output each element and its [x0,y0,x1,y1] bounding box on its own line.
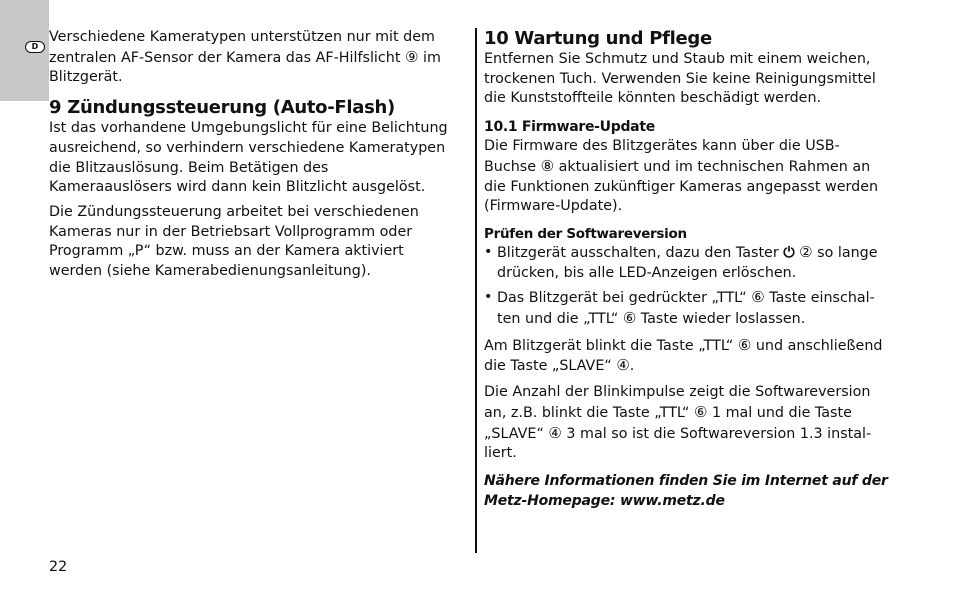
firmware-update-para: Die Firmware des Blitzgerätes kann über die USB- Buchse ⑧ aktualisiert und im technischen Rahmen an die Funktionen zukünftiger Kameras angepasst werden (Firmware-Update). [484,138,879,215]
circled-6-ref: ⑥ [622,309,637,328]
check-software-heading: Prüfen der Softwareversion [484,225,687,242]
circled-6-ref: ⑥ [751,288,765,307]
column-divider [475,28,477,553]
right-column [484,28,914,511]
language-tab [0,0,49,101]
blink-count-paragraph: Die Anzahl der Blinkimpulse zeigt die Softwareversion an, z.B. blinkt die Taste „TTL“ ⑥ 1 mal und die Taste „SLAVE“ ④ 3 mal so ist die Softwareversion 1.3 instal- liert. [484,384,872,462]
left-column [49,28,469,282]
bullet-switch-off: • Blitzgerät ausschalten, dazu den Taster ⏻ ② so lange drücken, bis alle LED-Anzeigen erlöschen. [484,243,914,283]
intro-paragraph: Verschiedene Kameratypen unterstützen nur mit dem zentralen AF-Sensor der Kamera das AF-Hilfslicht ⑨ im Blitzgerät. [49,29,441,86]
section-10-heading: 10 Wartung und Pflege [484,28,712,49]
more-info-note: Nähere Informationen finden Sie im Internet auf der Metz-Homepage: www.metz.de [484,472,888,509]
circled-4-ref: ④ [548,423,562,442]
power-icon: ⏻ [783,244,795,261]
language-badge: D [25,41,45,53]
section-9-para2: Die Zündungssteuerung arbeitet bei verschiedenen Kameras nur in der Betriebsart Vollprogramm oder Programm „P“ bzw. muss an der Kamera aktiviert werden (siehe Kamerabedienungsanleitung). [49,203,419,280]
circled-2-ref: ② [799,242,813,261]
circled-8-ref: ⑧ [540,156,555,175]
circled-6-ref: ⑥ [737,335,752,354]
page-number: 22 [49,559,68,575]
circled-6-ref: ⑥ [693,402,708,421]
circled-9-ref: ⑨ [404,47,419,66]
bullet-ttl: • Das Blitzgerät bei gedrückter „TTL“ ⑥ Taste einschal- ten und die „TTL“ ⑥ Taste wieder loslassen. [484,288,914,329]
circled-4-ref: ④ [616,356,630,375]
section-10-para1: Entfernen Sie Schmutz und Staub mit einem weichen, trockenen Tuch. Verwenden Sie keine Reinigungsmittel die Kunststoffteile könnten beschädigt werden. [484,51,876,107]
section-9-para1: Ist das vorhandene Umgebungslicht für eine Belichtung ausreichend, so verhindern verschiedene Kameratypen die Blitzauslösung. Beim Betätigen des Kameraauslösers wird dann kein Blitzlicht ausgelöst. [49,120,448,196]
bullet-dot: • [484,289,493,306]
bullet-dot: • [484,243,493,260]
blink-paragraph: Am Blitzgerät blinkt die Taste „TTL“ ⑥ und anschließend die Taste „SLAVE“ ④. [484,335,883,375]
section-9-heading: 9 Zündungssteuerung (Auto-Flash) [49,97,395,119]
firmware-update-heading: 10.1 Firmware-Update [484,119,655,136]
